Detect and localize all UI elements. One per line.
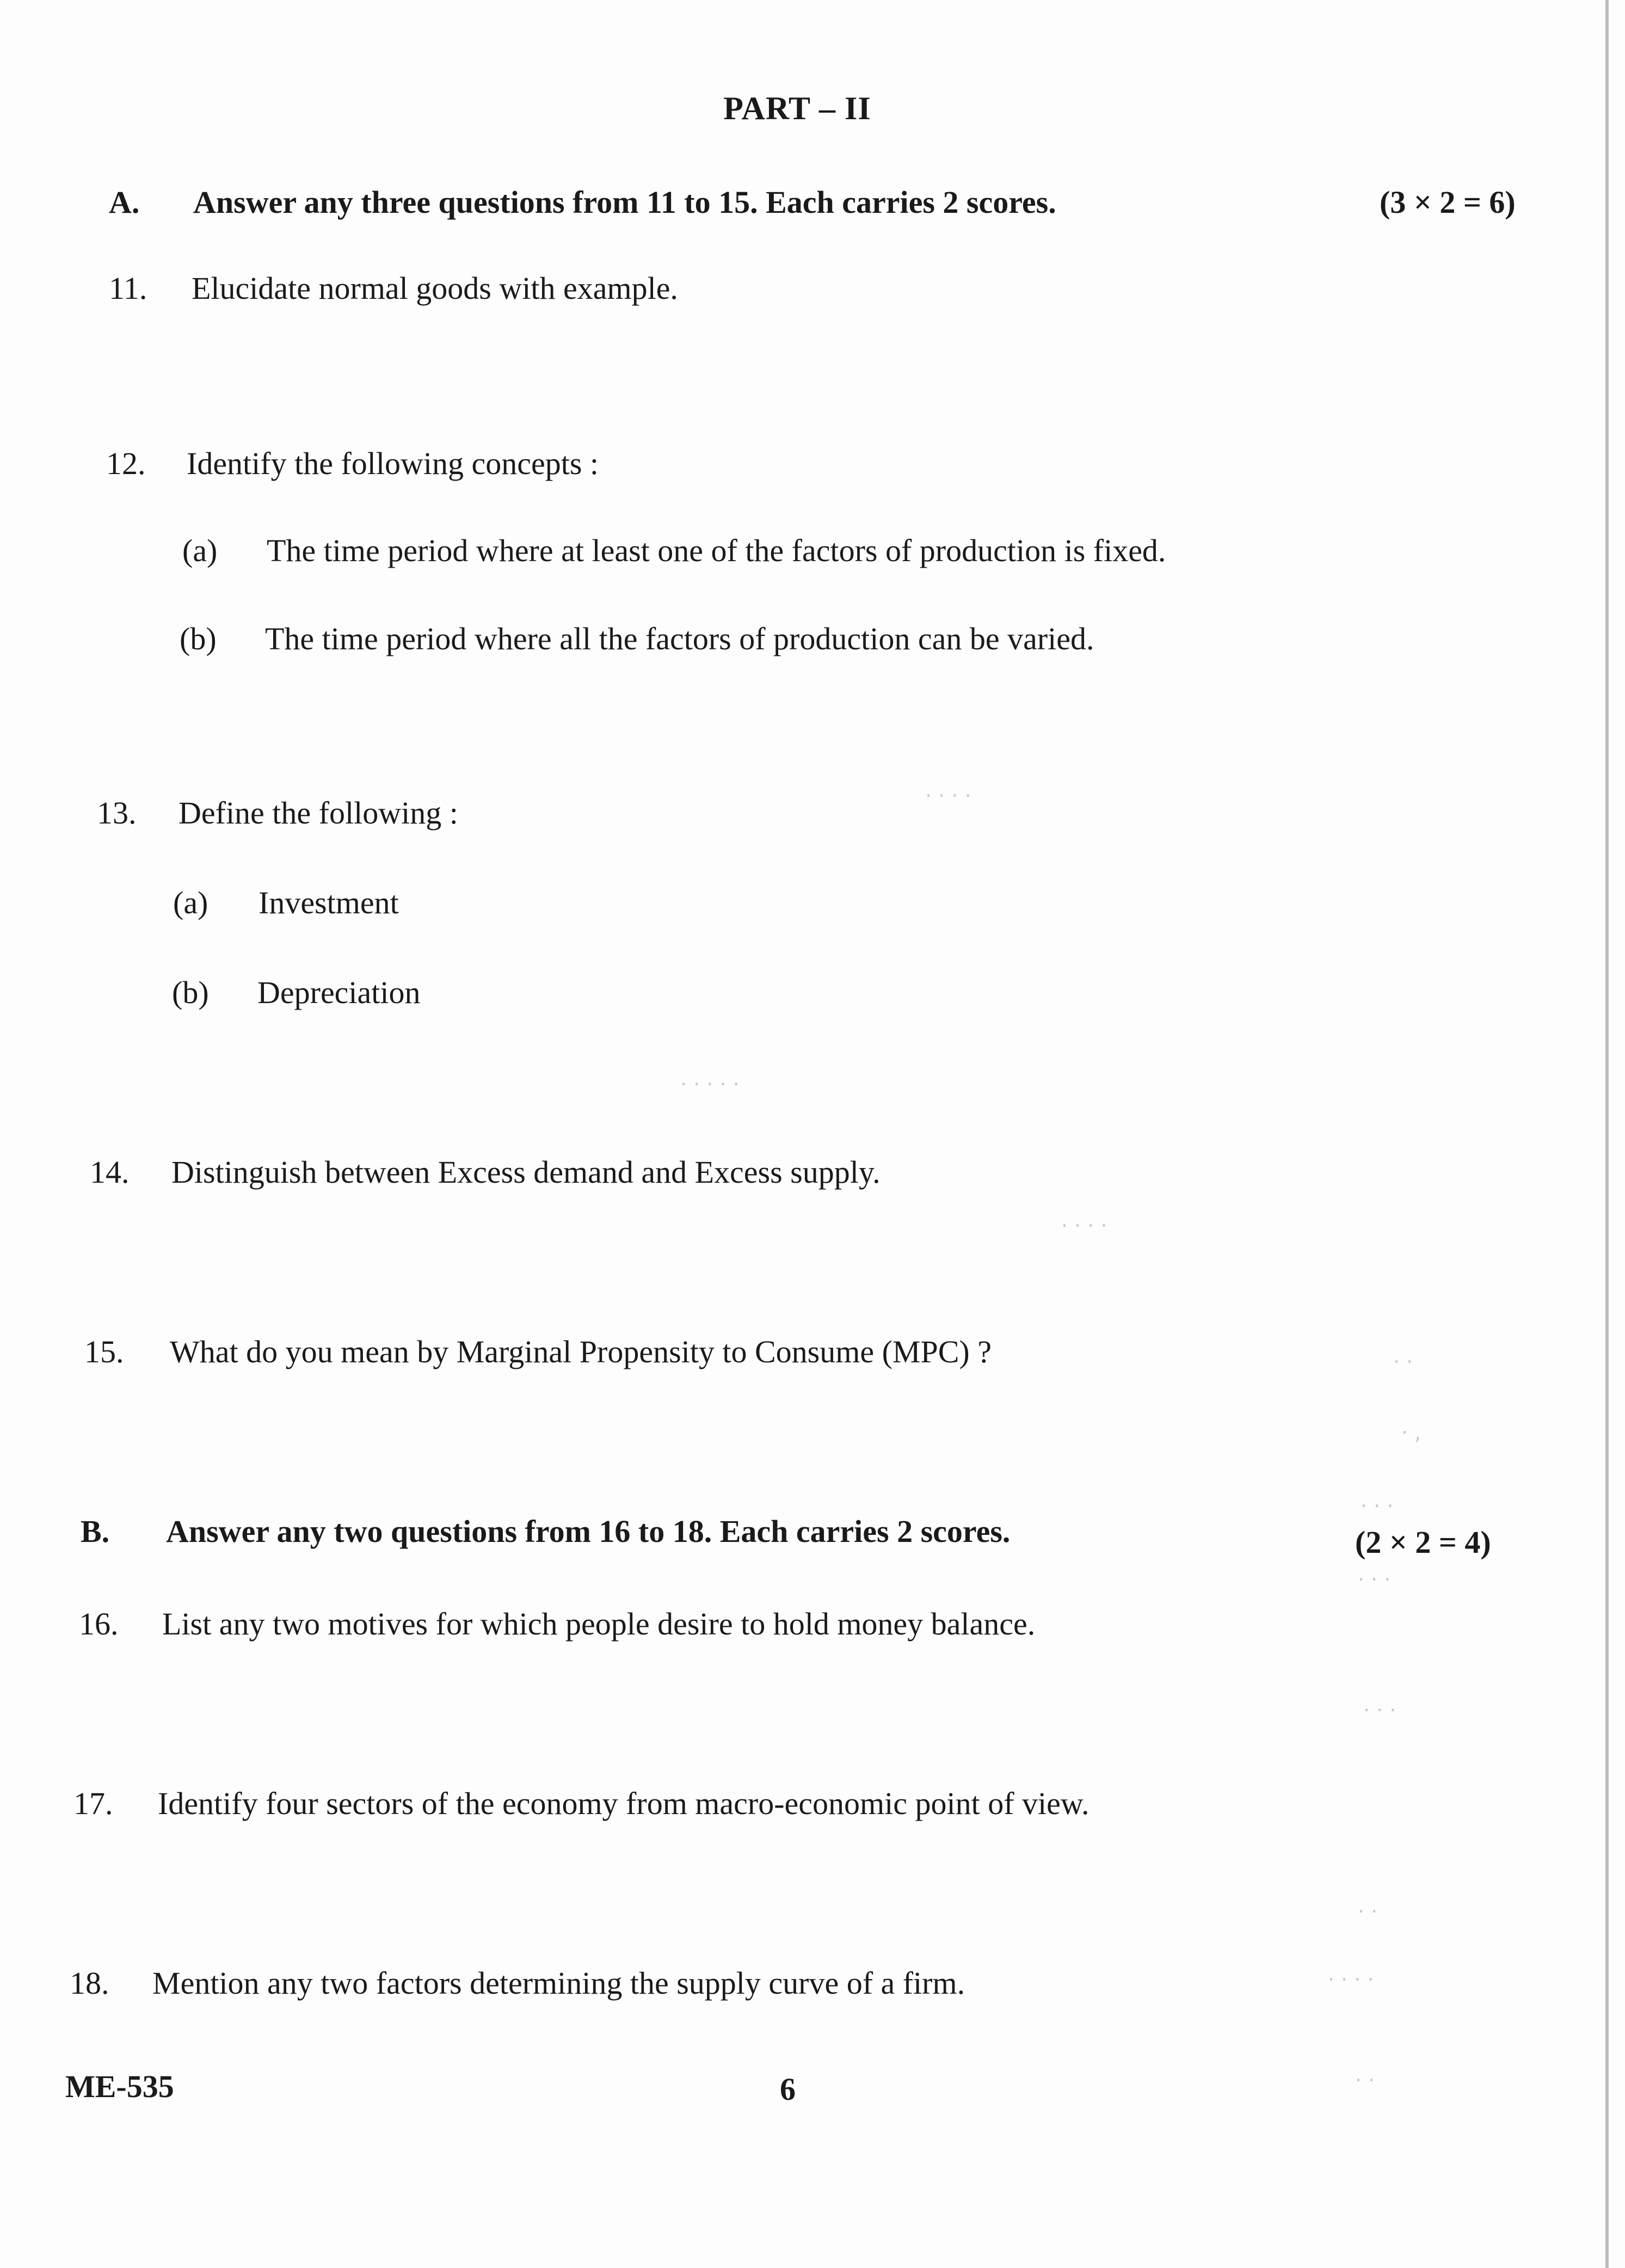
question-text: Define the following : xyxy=(178,795,458,831)
question-number: 18. xyxy=(70,1965,109,2001)
question-number: 17. xyxy=(73,1786,113,1821)
subpart-b-label: (b) xyxy=(172,975,209,1010)
question-text: Elucidate normal goods with example. xyxy=(192,271,678,306)
scan-speck: · · · xyxy=(1361,1494,1394,1518)
question-number: 12. xyxy=(106,446,146,481)
part-title: PART – II xyxy=(723,90,871,126)
section-b-marks: (2 × 2 = 4) xyxy=(1355,1525,1491,1560)
section-a-marks: (3 × 2 = 6) xyxy=(1380,185,1516,220)
subpart-a-label: (a) xyxy=(173,885,208,920)
question-number: 11. xyxy=(109,271,147,306)
question-number: 16. xyxy=(79,1606,119,1642)
question-number: 13. xyxy=(97,795,137,831)
question-text: List any two motives for which people desire to hold money balance. xyxy=(162,1606,1036,1642)
subpart-b-label: (b) xyxy=(180,621,217,656)
subpart-a-text: The time period where at least one of the factors of production is fixed. xyxy=(267,533,1166,568)
page-edge-divider xyxy=(1605,0,1609,2268)
subpart-a-label: (a) xyxy=(182,533,218,568)
question-text: What do you mean by Marginal Propensity to Consume (MPC) ? xyxy=(170,1334,992,1369)
paper-code: ME-535 xyxy=(65,2069,174,2104)
scan-speck: · · xyxy=(1358,1900,1378,1923)
question-number: 14. xyxy=(90,1154,130,1190)
scan-speck: · · xyxy=(1393,1350,1413,1374)
question-number: 15. xyxy=(84,1334,124,1369)
subpart-b-text: The time period where all the factors of production can be varied. xyxy=(265,621,1094,656)
section-b-instruction: Answer any two questions from 16 to 18. Each carries 2 scores. xyxy=(166,1514,1011,1549)
section-a-instruction: Answer any three questions from 11 to 15. Each carries 2 scores. xyxy=(193,185,1056,220)
scan-speck: · · · · xyxy=(1328,1968,1374,1992)
scan-speck: · · xyxy=(1355,2068,1375,2092)
scan-speck: · · · · · xyxy=(680,1072,740,1096)
scan-speck: · · · · xyxy=(925,784,971,808)
scan-speck: · · · xyxy=(1358,1568,1391,1591)
subpart-a-text: Investment xyxy=(258,885,399,920)
subpart-b-text: Depreciation xyxy=(257,975,421,1010)
page-number: 6 xyxy=(780,2072,796,2107)
scan-speck: · · · · xyxy=(1061,1214,1107,1238)
question-text: Mention any two factors determining the supply curve of a firm. xyxy=(152,1965,965,2001)
question-text: Distinguish between Excess demand and Excess supply. xyxy=(171,1154,881,1190)
scan-speck: · · · xyxy=(1363,1698,1396,1722)
section-a-letter: A. xyxy=(109,185,140,220)
section-b-letter: B. xyxy=(81,1514,110,1549)
scan-speck: · , xyxy=(1401,1421,1421,1445)
question-text: Identify four sectors of the economy from macro-economic point of view. xyxy=(158,1786,1090,1821)
question-text: Identify the following concepts : xyxy=(187,446,599,481)
